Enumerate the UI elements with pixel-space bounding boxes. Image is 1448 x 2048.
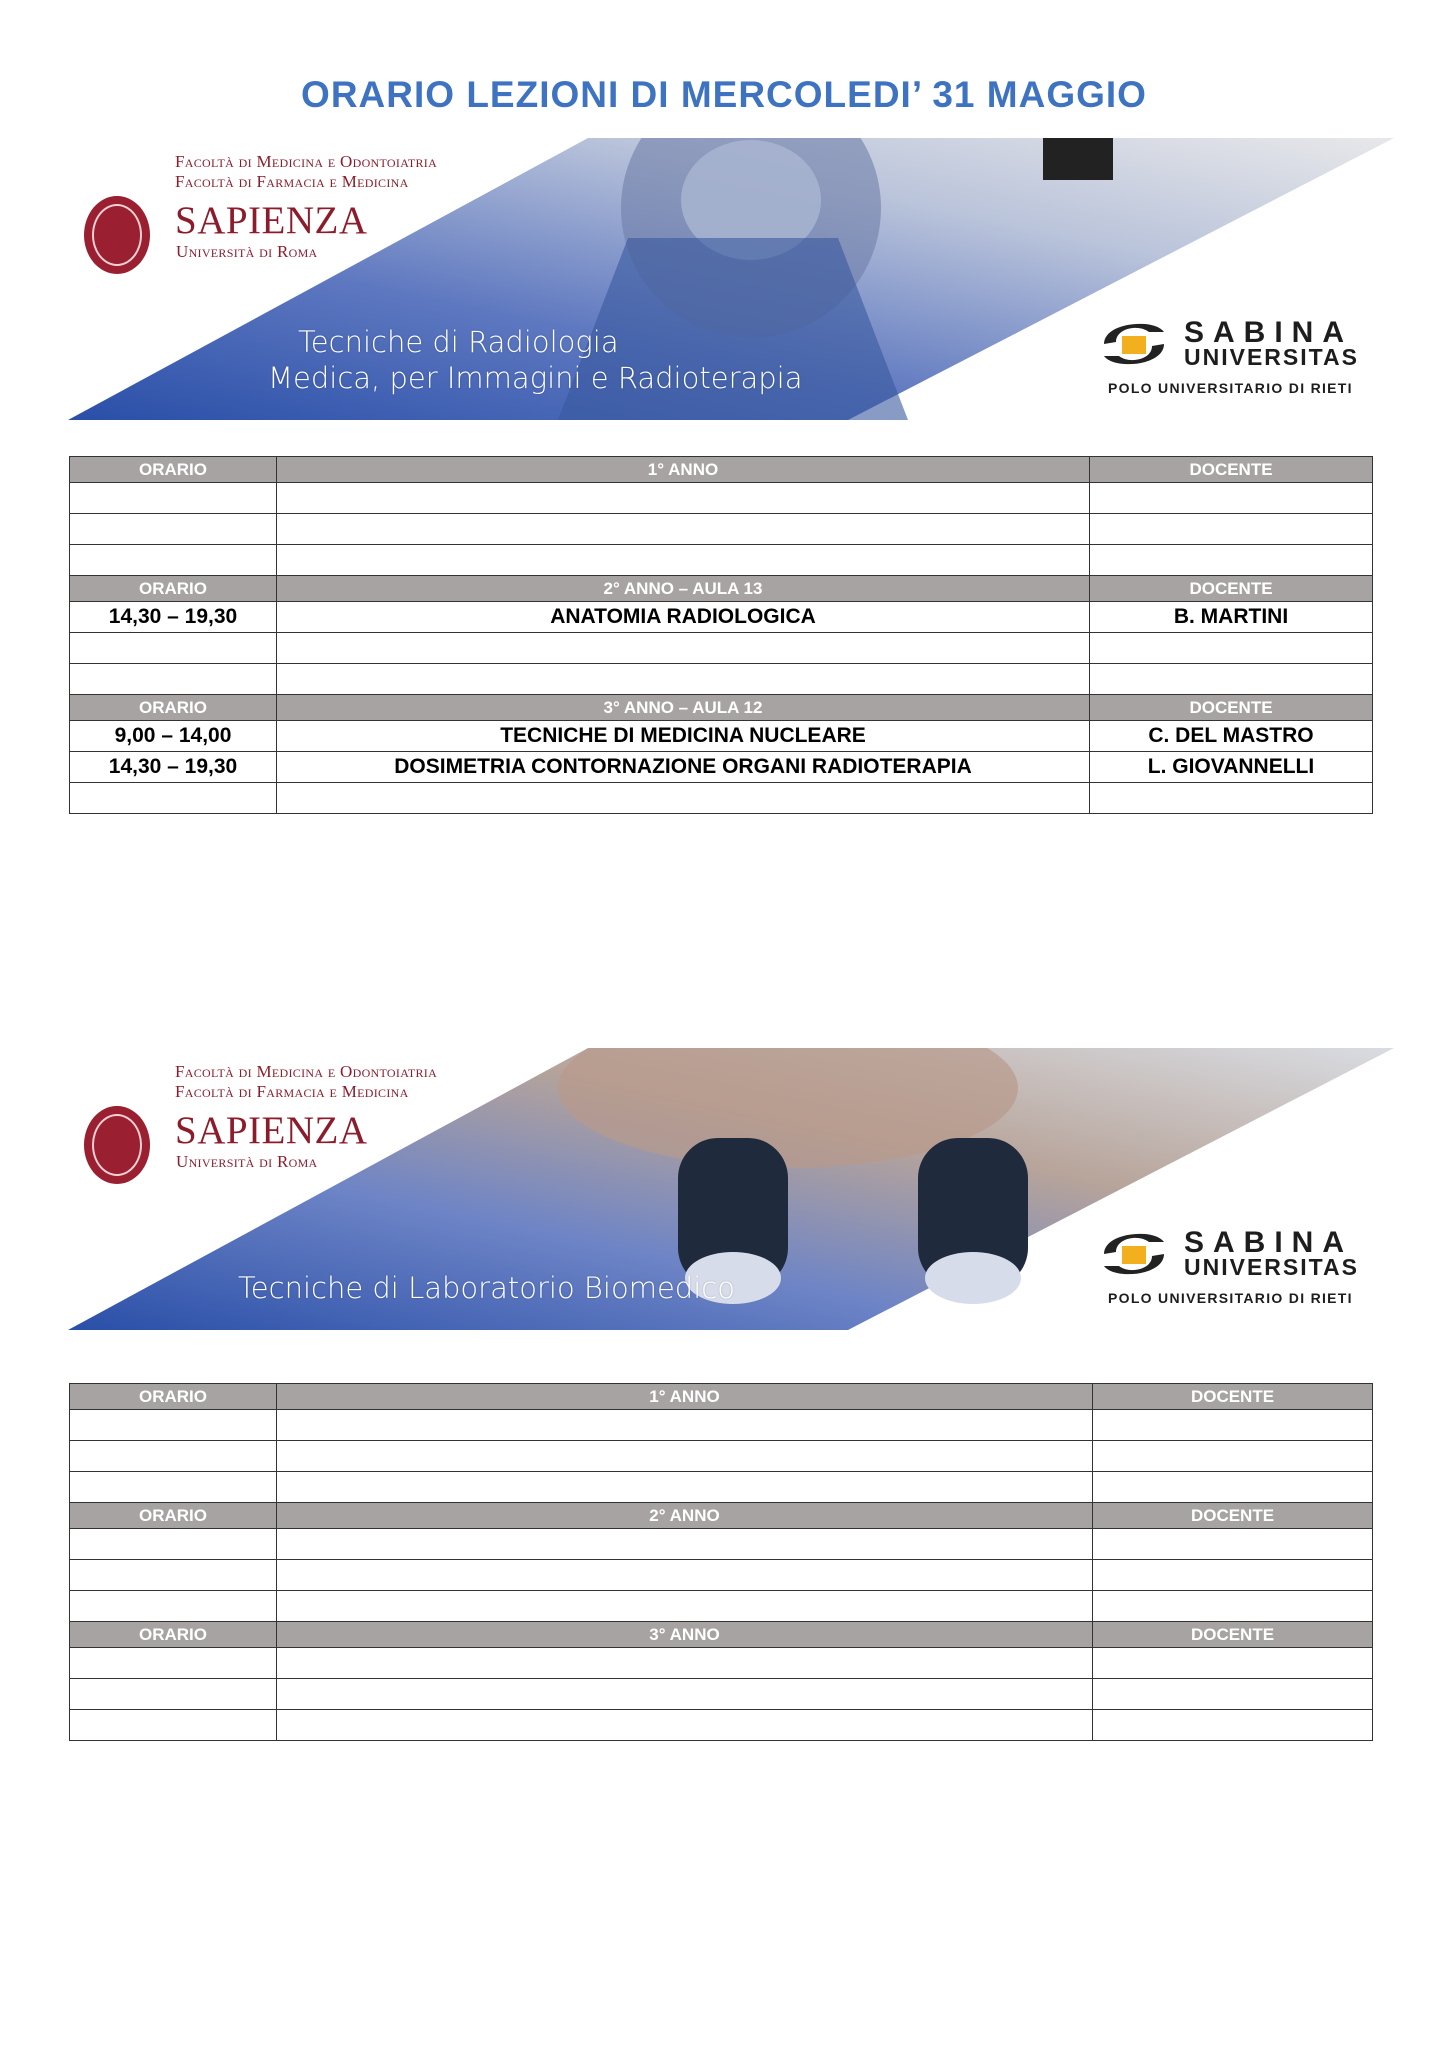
table-row [70, 1591, 1373, 1622]
course-title [238, 1270, 735, 1306]
sabina-book-icon [1094, 1224, 1174, 1284]
cell-orario [70, 1560, 277, 1591]
banner-radiologia [68, 138, 1394, 420]
header-anno: 2° ANNO [277, 1503, 1093, 1529]
page-title: ORARIO LEZIONI DI MERCOLEDI’ 31 MAGGIO [301, 74, 1147, 115]
table-row [70, 602, 1373, 633]
cell-lesson [277, 483, 1090, 514]
table-row [70, 514, 1373, 545]
cell-lesson [277, 783, 1090, 814]
course-title-line-2: Medica, per Immagini e Radioterapia [268, 361, 803, 395]
cell-orario [70, 1679, 277, 1710]
cell-orario: 9,00 – 14,00 [70, 721, 277, 752]
cell-docente [1093, 1710, 1373, 1741]
header-anno: 1° ANNO [277, 1384, 1093, 1410]
cell-lesson: ANATOMIA RADIOLOGICA [277, 602, 1090, 633]
faculty-line-1: Facoltà di Medicina e Odontoiatria [175, 1062, 438, 1081]
header-orario: ORARIO [70, 1503, 277, 1529]
cell-orario: 14,30 – 19,30 [70, 752, 277, 783]
cell-lesson [277, 1591, 1093, 1622]
header-orario: ORARIO [70, 576, 277, 602]
cell-lesson [277, 1410, 1093, 1441]
header-docente: DOCENTE [1090, 576, 1373, 602]
cell-docente [1090, 545, 1373, 576]
cell-lesson [277, 1648, 1093, 1679]
sapienza-seal-icon [84, 1106, 150, 1184]
table-row [70, 1529, 1373, 1560]
cell-orario [70, 1591, 277, 1622]
header-orario: ORARIO [70, 695, 277, 721]
header-orario: ORARIO [70, 1622, 277, 1648]
sabina-logo [1094, 314, 1384, 404]
table-row [70, 633, 1373, 664]
header-anno: 3° ANNO – AULA 12 [277, 695, 1090, 721]
header-docente: DOCENTE [1090, 695, 1373, 721]
header-orario: ORARIO [70, 457, 277, 483]
cell-lesson [277, 514, 1090, 545]
partner-polo: POLO UNIVERSITARIO DI RIETI [1108, 1290, 1353, 1306]
university-name: SAPIENZA [175, 1109, 368, 1152]
cell-orario [70, 1441, 277, 1472]
table-row [70, 1472, 1373, 1503]
header-orario: ORARIO [70, 1384, 277, 1410]
cell-orario [70, 1472, 277, 1503]
cell-lesson [277, 1529, 1093, 1560]
header-anno: 3° ANNO [277, 1622, 1093, 1648]
cell-docente [1093, 1529, 1373, 1560]
table-row [70, 783, 1373, 814]
cell-orario [70, 483, 277, 514]
sabina-book-icon [1094, 314, 1174, 374]
cell-docente: C. DEL MASTRO [1090, 721, 1373, 752]
cell-orario [70, 1529, 277, 1560]
cell-lesson [277, 633, 1090, 664]
cell-docente [1093, 1679, 1373, 1710]
table-row [70, 545, 1373, 576]
cell-orario [70, 1710, 277, 1741]
faculty-names [175, 1062, 437, 1102]
cell-lesson: TECNICHE DI MEDICINA NUCLEARE [277, 721, 1090, 752]
university-name: SAPIENZA [175, 199, 368, 242]
cell-orario: 14,30 – 19,30 [70, 602, 277, 633]
course-title-line-1: Tecniche di Radiologia [298, 325, 619, 359]
cell-docente [1090, 783, 1373, 814]
table-row [70, 483, 1373, 514]
cell-orario [70, 514, 277, 545]
schedule-table-laboratorio [69, 1383, 1373, 1741]
cell-lesson [277, 1560, 1093, 1591]
header-docente: DOCENTE [1093, 1503, 1373, 1529]
university-subtitle: Università di Roma [176, 1152, 318, 1171]
table-row [70, 721, 1373, 752]
cell-docente [1090, 664, 1373, 695]
cell-docente: B. MARTINI [1090, 602, 1373, 633]
faculty-line-2: Facoltà di Farmacia e Medicina [175, 172, 409, 191]
table-row [70, 752, 1373, 783]
cell-orario [70, 1648, 277, 1679]
table-row [70, 664, 1373, 695]
cell-docente [1090, 633, 1373, 664]
cell-docente [1093, 1591, 1373, 1622]
cell-lesson [277, 545, 1090, 576]
partner-subtitle: UNIVERSITAS [1184, 344, 1359, 370]
cell-lesson [277, 1679, 1093, 1710]
cell-lesson [277, 1710, 1093, 1741]
cell-orario [70, 1410, 277, 1441]
cell-docente [1093, 1410, 1373, 1441]
partner-name: SABINA [1184, 1226, 1354, 1259]
faculty-names [175, 152, 437, 192]
table-header-row [70, 1384, 1373, 1410]
partner-polo: POLO UNIVERSITARIO DI RIETI [1108, 380, 1353, 396]
cell-docente: L. GIOVANNELLI [1090, 752, 1373, 783]
course-title-line-1: Tecniche di Laboratorio Biomedico [238, 1271, 735, 1305]
table-row [70, 1410, 1373, 1441]
sabina-logo [1094, 1224, 1384, 1314]
university-subtitle: Università di Roma [176, 242, 318, 261]
table-row [70, 1441, 1373, 1472]
table-header-row [70, 576, 1373, 602]
table-row [70, 1710, 1373, 1741]
cell-orario [70, 545, 277, 576]
cell-lesson: DOSIMETRIA CONTORNAZIONE ORGANI RADIOTERAPIA [277, 752, 1090, 783]
cell-docente [1093, 1560, 1373, 1591]
table-header-row [70, 457, 1373, 483]
cell-docente [1093, 1472, 1373, 1503]
sapienza-seal-icon [84, 196, 150, 274]
table-row [70, 1679, 1373, 1710]
cell-orario [70, 783, 277, 814]
faculty-line-2: Facoltà di Farmacia e Medicina [175, 1082, 409, 1101]
table-header-row [70, 1622, 1373, 1648]
partner-subtitle: UNIVERSITAS [1184, 1254, 1359, 1280]
table-header-row [70, 1503, 1373, 1529]
table-row [70, 1560, 1373, 1591]
header-docente: DOCENTE [1090, 457, 1373, 483]
cell-lesson [277, 664, 1090, 695]
cell-orario [70, 633, 277, 664]
table-row [70, 1648, 1373, 1679]
faculty-line-1: Facoltà di Medicina e Odontoiatria [175, 152, 438, 171]
header-docente: DOCENTE [1093, 1384, 1373, 1410]
cell-docente [1093, 1441, 1373, 1472]
schedule-table-radiologia [69, 456, 1373, 814]
course-title [268, 324, 803, 396]
cell-docente [1090, 514, 1373, 545]
table-header-row [70, 695, 1373, 721]
header-anno: 2° ANNO – AULA 13 [277, 576, 1090, 602]
cell-docente [1090, 483, 1373, 514]
cell-orario [70, 664, 277, 695]
cell-lesson [277, 1441, 1093, 1472]
header-anno: 1° ANNO [277, 457, 1090, 483]
header-docente: DOCENTE [1093, 1622, 1373, 1648]
partner-name: SABINA [1184, 316, 1354, 349]
cell-docente [1093, 1648, 1373, 1679]
cell-lesson [277, 1472, 1093, 1503]
banner-laboratorio [68, 1048, 1394, 1330]
